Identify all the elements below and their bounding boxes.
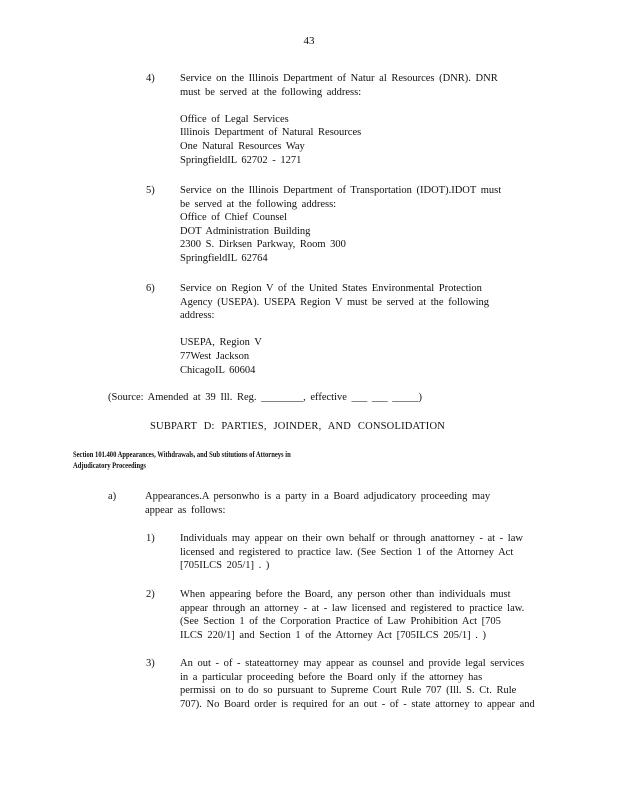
- subitem-2-text: [180, 588, 524, 642]
- item-line: Service on the Illinois Department of Natur al Resources (DNR). DNR: [180, 73, 498, 84]
- item-line: [180, 99, 498, 113]
- item-line: USEPA, Region V: [180, 337, 262, 349]
- section-heading-line: Adjudicatory Proceedings: [73, 461, 146, 470]
- item-number: 6): [146, 283, 155, 294]
- page-number: 43: [303, 35, 315, 47]
- subitem-line: licensed and registered to practice law. (See Section 1 of the Attorney Act: [180, 546, 514, 558]
- item-line: DOT Administration Building: [180, 225, 311, 237]
- subitem-line: 707). No Board order is required for an out - of - state attorney to appear and: [180, 698, 535, 710]
- item-6-text: [180, 282, 489, 377]
- subitem-line: permissi on to do so pursuant to Supreme Court Rule 707 (Ill. S. Ct. Rule: [180, 685, 517, 697]
- subitem-line: When appearing before the Board, any person other than individuals must: [180, 589, 511, 600]
- item-line: Office of Legal Services: [180, 113, 289, 125]
- subitem-line: in a particular proceeding before the Board only if the attorney has: [180, 671, 483, 683]
- source-note: (Source: Amended at 39 Ill. Reg. ________, effective ___ ___ _____): [108, 392, 423, 403]
- item-line: [180, 323, 489, 337]
- item-number: 5): [146, 185, 155, 196]
- item-5-text: [180, 184, 501, 266]
- subitem-number: 2): [146, 589, 155, 600]
- subitem-3-text: [180, 657, 535, 711]
- subsection-number: a): [108, 491, 117, 502]
- subitem-line: appear through an attorney - at - law licensed and registered to practice law.: [180, 602, 525, 614]
- subitem-line: Individuals may appear on their own behalf or through anattorney - at - law: [180, 533, 523, 544]
- subitem-number: 3): [146, 658, 155, 669]
- subitem-line: [705ILCS 205/1] . ): [180, 560, 270, 572]
- item-number: 4): [146, 73, 155, 84]
- subsection-a-text: [145, 490, 490, 517]
- section-heading-line: Section 101.400 Appearances, Withdrawals, and Sub stitutions of Attorneys in: [73, 450, 291, 459]
- item-line: 77West Jackson: [180, 350, 250, 362]
- subitem-line: ILCS 220/1] and Section 1 of the Attorney Act [705ILCS 205/1] . ): [180, 629, 487, 641]
- item-line: Service on the Illinois Department of Transportation (IDOT).IDOT must: [180, 185, 502, 196]
- item-line: Illinois Department of Natural Resources: [180, 127, 362, 139]
- item-line: 2300 S. Dirksen Parkway, Room 300: [180, 239, 346, 251]
- subitem-1-text: [180, 532, 523, 573]
- item-line: Agency (USEPA). USEPA Region V must be served at the following: [180, 296, 490, 308]
- item-line: SpringfieldIL 62702 - 1271: [180, 154, 302, 166]
- subitem-number: 1): [146, 533, 155, 544]
- subitem-line: An out - of - stateattorney may appear as counsel and provide legal services: [180, 658, 525, 669]
- item-line: be served at the following address:: [180, 198, 337, 210]
- subitem-line: (See Section 1 of the Corporation Practice of Law Prohibition Act [705: [180, 616, 501, 628]
- subpart-heading: SUBPART D: PARTIES, JOINDER, AND CONSOLIDATION: [150, 421, 446, 432]
- item-line: Service on Region V of the United States Environmental Protection: [180, 283, 482, 294]
- item-4-text: [180, 72, 498, 167]
- section-heading: [73, 449, 291, 471]
- item-line: SpringfieldIL 62764: [180, 252, 268, 264]
- item-line: address:: [180, 310, 215, 322]
- subsection-line: appear as follows:: [145, 504, 226, 516]
- subsection-line: Appearances.A personwho is a party in a Board adjudicatory proceeding may: [145, 491, 491, 502]
- item-line: Office of Chief Counsel: [180, 212, 287, 224]
- item-line: ChicagoIL 60604: [180, 364, 256, 376]
- item-line: must be served at the following address:: [180, 86, 362, 98]
- item-line: One Natural Resources Way: [180, 140, 305, 152]
